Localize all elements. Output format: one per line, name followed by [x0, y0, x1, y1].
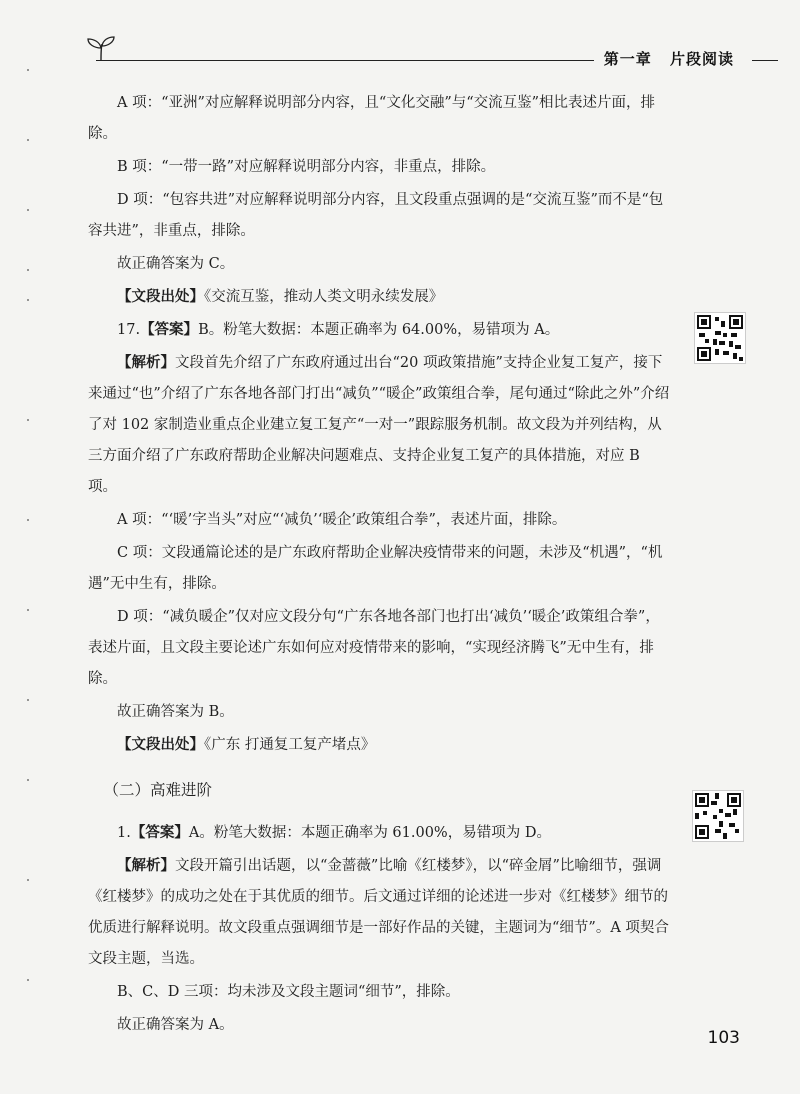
source-title: 《广东 打通复工复产堵点》 [204, 737, 376, 753]
chapter-header [594, 48, 744, 69]
page-number: 103 [707, 1028, 740, 1048]
sprout-icon [84, 34, 118, 62]
source-tag: 【文段出处】 [117, 289, 204, 305]
binding-margin-marks [12, 0, 40, 1094]
source-citation [88, 730, 672, 761]
qr-code-icon [694, 312, 746, 364]
section-label: 片段阅读 [669, 50, 734, 68]
options-bcd-analysis: B、C、D 三项：均未涉及文段主题词“细节”，排除。 [117, 984, 460, 1000]
answer-explanations [88, 88, 672, 1043]
question-1-analysis [88, 851, 672, 975]
qr-code-icon [692, 790, 744, 842]
header-rule-end [752, 60, 778, 61]
option-a-analysis: A 项：“‘暖’字当头”对应“‘减负’‘暖企’政策组合拳”，表述片面，排除。 [117, 512, 567, 528]
header-rule [96, 60, 606, 61]
correct-answer-line: 故正确答案为 B。 [117, 704, 234, 720]
analysis-tag: 【解析】 [117, 355, 175, 371]
analysis-text: 文段开篇引出话题，以“金蔷薇”比喻《红楼梦》，以“碎金屑”比喻细节，强调《红楼梦》的成功之处在于其优质的细节。后文通过详细的论述进一步对《红楼梦》细节的优质进行解释说明。故文段重点强调细节是一部好作品的关键，主题词为“细节”。A 项契合文段主题，当选。 [88, 858, 669, 967]
source-title: 《交流互鉴，推动人类文明永续发展》 [204, 289, 444, 305]
question-1-answer [88, 818, 672, 849]
analysis-tag: 【解析】 [117, 858, 175, 874]
correct-answer-line: 故正确答案为 A。 [117, 1017, 234, 1033]
correct-answer-line: 故正确答案为 C。 [117, 256, 235, 272]
answer-text: B。粉笔大数据：本题正确率为 64.00%，易错项为 A。 [198, 322, 560, 338]
question-number: 17. [117, 322, 141, 338]
answer-text: A。粉笔大数据：本题正确率为 61.00%，易错项为 D。 [188, 825, 551, 841]
source-tag: 【文段出处】 [117, 737, 204, 753]
source-citation [88, 282, 672, 313]
question-17-answer [88, 315, 672, 346]
chapter-label: 第一章 [603, 50, 652, 68]
question-number: 1. [117, 825, 131, 841]
option-d-analysis: D 项：“减负暖企”仅对应文段分句“广东各地各部门也打出‘减负’‘暖企’政策组合拳”，表述片面，且文段主要论述广东如何应对疫情带来的影响，“实现经济腾飞”无中生有，排除。 [88, 609, 660, 687]
answer-tag: 【答案】 [130, 825, 189, 841]
option-c-analysis: C 项：文段通篇论述的是广东政府帮助企业解决疫情带来的问题，未涉及“机遇”，“机遇”无中生有，排除。 [88, 545, 663, 592]
answer-tag: 【答案】 [140, 322, 199, 338]
section-heading: （二）高难进阶 [103, 781, 213, 799]
option-a-analysis: A 项：“亚洲”对应解释说明部分内容，且“文化交融”与“交流互鉴”相比表述片面，排除。 [88, 95, 656, 142]
analysis-text: 文段首先介绍了广东政府通过出台“20 项政策措施”支持企业复工复产，接下来通过“也”介绍了广东各地各部门打出“减负”“暖企”政策组合拳，尾句通过“除此之外”介绍了对 102 家制造业重点企业建立复工复产“一对一”跟踪服务机制。故文段为并列结构，从三方面介绍了广东政府帮助企业解决问题难点、支持企业复工复产的具体措施，对应 B 项。 [88, 355, 670, 495]
option-d-analysis: D 项：“包容共进”对应解释说明部分内容，且文段重点强调的是“交流互鉴”而不是“包容共进”，非重点，排除。 [88, 192, 664, 239]
option-b-analysis: B 项：“一带一路”对应解释说明部分内容，非重点，排除。 [117, 159, 496, 175]
question-17-analysis [88, 348, 672, 503]
